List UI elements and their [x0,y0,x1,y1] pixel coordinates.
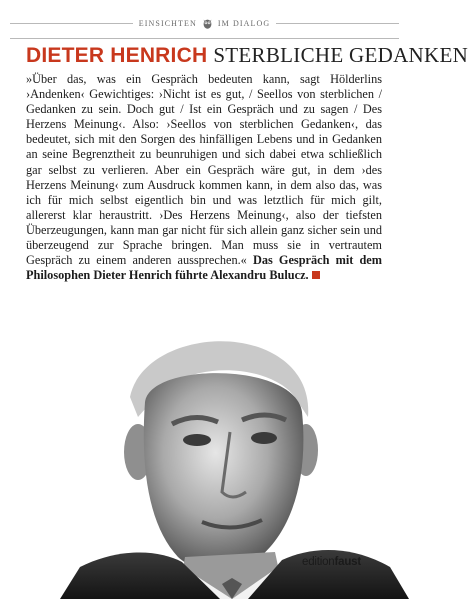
cover-title [26,43,468,67]
blurb-credit: Das Gespräch mit dem Philosophen Dieter Henrich führte Alexandru Bulucz. [26,253,383,283]
author-name: DIETER HENRICH [26,44,208,67]
blurb-text [26,72,382,283]
series-divider [10,38,399,39]
series-right-text: IM DIALOG [217,18,271,28]
blurb-quote: »Über das, was ein Gespräch bedeuten kann, sagt Hölderlins ›Andenken‹ Gewichtiges: ›Nicht ist es gut, / Seellos von sterblichen / Gedanken zu sein. Doch gut / Ist ein Gespräch und zu sagen / Des Herzens Meinung‹. Also: ›Seellos von sterblichen Gedanken‹, das bedeutet, sich mit den Sorgen des hinfälligen Lebens und in Gedanken an seine Begrenztheit zu beunruhigen und sich dabei etwa schließlich gar selbst zu verlieren. Aber ein Gespräch wäre gut, in dem ›des Herzens Meinung‹ zum Ausdruck kommen kann, in dem also das, was ich für mich selbst eigentlich bin und was letztlich für mich gilt, allererst klar heraustritt. ›Des Herzens Meinung‹, also der tiefsten Überzeugungen, kann man gar nicht für sich allein ganz sicher sein und überzeugend zur Sprache bringen. Man muss sie in vertrautem Gespräch zu einem anderen aussprechen.« [26,72,382,268]
series-left-text: EINSICHTEN [138,18,197,28]
publisher-part2: faust [334,556,361,568]
end-mark-icon [312,271,320,279]
book-title: STERBLICHE GEDANKEN [213,43,468,67]
publisher-part1: edition [302,556,335,568]
owl-icon [201,17,214,30]
publisher-logo [302,557,361,569]
series-header [10,8,399,38]
series-label [133,17,276,30]
